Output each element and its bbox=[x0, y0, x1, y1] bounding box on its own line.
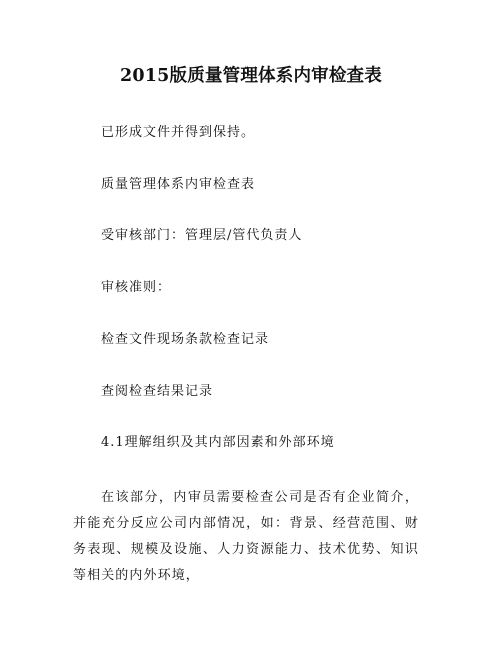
text-line-documented: 已形成文件并得到保持。 bbox=[101, 125, 256, 140]
text-line-check-columns: 检查文件现场条款检查记录 bbox=[101, 332, 270, 347]
text-line-audit-criteria: 审核准则： bbox=[101, 280, 172, 295]
text-line-audited-department: 受审核部门：管理层/管代负责人 bbox=[101, 228, 303, 243]
section-heading-4-1: 4.1理解组织及其内部因素和外部环境 bbox=[101, 435, 335, 450]
document-title: 2015版质量管理体系内审检查表 bbox=[120, 66, 382, 86]
text-line-checklist-name: 质量管理体系内审检查表 bbox=[101, 177, 256, 192]
text-line-review-results: 查阅检查结果记录 bbox=[101, 384, 214, 399]
body-paragraph: 在该部分，内审员需要检查公司是否有企业简介，并能充分反应公司内部情况，如：背景、经营范围、财务表现、规模及设施、人力资源能力、技术优势、知识等相关的内外环境， bbox=[73, 490, 419, 583]
